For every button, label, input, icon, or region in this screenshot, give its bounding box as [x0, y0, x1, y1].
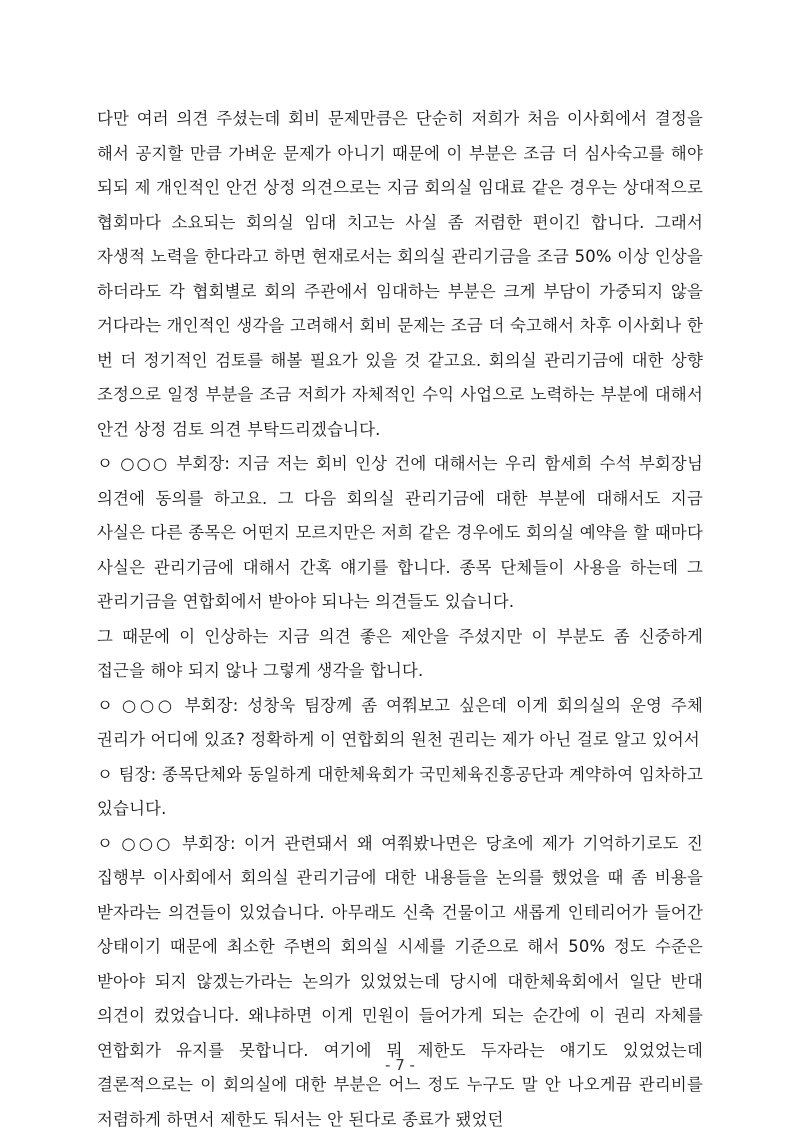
document-body — [97, 102, 703, 1137]
page-number: - 7 - — [0, 1056, 800, 1074]
paragraph-2: ㅇ ○○○ 부회장: 지금 저는 회비 인상 건에 대해서는 우리 함세희 수석 부회장님 의견에 동의를 하고요. 그 다음 회의실 관리기금에 대한 부분에 대해서도 지금 사실은 다른 종목은 어떤지 모르지만은 저희 같은 경우에도 회의실 예약을 할 때마다 사실은 관리기금에 대해서 간혹 얘기를 합니다. 종목 단체들이 사용을 하는데 그 관리기금을 연합회에서 받아야 되나는 의견들도 있습니다. — [97, 447, 703, 620]
paragraph-4: ㅇ ○○○ 부회장: 성창욱 팀장께 좀 여쭤보고 싶은데 이게 회의실의 운영 주체 권리가 어디에 있죠? 정확하게 이 연합회의 원천 권리는 제가 아닌 걸로 알고 있어서 — [97, 689, 703, 758]
paragraph-1: 다만 여러 의견 주셨는데 회비 문제만큼은 단순히 저희가 처음 이사회에서 결정을 해서 공지할 만큼 가벼운 문제가 아니기 때문에 이 부분은 조금 더 심사숙고를 해야 되되 제 개인적인 안건 상정 의견으로는 지금 회의실 임대료 같은 경우는 상대적으로 협회마다 소요되는 회의실 임대 치고는 사실 좀 저렴한 편이긴 합니다. 그래서 자생적 노력을 한다라고 하면 현재로서는 회의실 관리기금을 조금 50% 이상 인상을 하더라도 각 협회별로 회의 주관에서 임대하는 부분은 크게 부담이 가중되지 않을 거다라는 개인적인 생각을 고려해서 회비 문제는 조금 더 숙고해서 차후 이사회나 한 번 더 정기적인 검토를 해볼 필요가 있을 것 같고요. 회의실 관리기금에 대한 상향 조정으로 일정 부분을 조금 저희가 자체적인 수익 사업으로 노력하는 부분에 대해서 안건 상정 검토 의견 부탁드리겠습니다. — [97, 102, 703, 447]
paragraph-6: ㅇ ○○○ 부회장: 이거 관련돼서 왜 여쭤봤나면은 당초에 제가 기억하기로도 진 집행부 이사회에서 회의실 관리기금에 대한 내용들을 논의를 했었을 때 좀 비용을 받자라는 의견들이 있었습니다. 아무래도 신축 건물이고 새롭게 인테리어가 들어간 상태이기 때문에 최소한 주변의 회의실 시세를 기준으로 해서 50% 정도 수준은 받아야 되지 않겠는가라는 논의가 있었었는데 당시에 대한체육회에서 일단 반대 의견이 컸었습니다. 왜냐하면 이게 민원이 들어가게 되는 순간에 이 권리 자체를 연합회가 유지를 못합니다. 여기에 뭐 제한도 두자라는 얘기도 있었었는데 결론적으로는 이 회의실에 대한 부분은 어느 정도 누구도 말 안 나오게끔 관리비를 저렴하게 하면서 제한도 둬서는 안 된다로 종료가 됐었던 — [97, 827, 703, 1137]
paragraph-3: 그 때문에 이 인상하는 지금 의견 좋은 제안을 주셨지만 이 부분도 좀 신중하게 접근을 해야 되지 않나 그렇게 생각을 합니다. — [97, 620, 703, 689]
paragraph-5: ㅇ 팀장: 종목단체와 동일하게 대한체육회가 국민체육진흥공단과 계약하여 임차하고 있습니다. — [97, 758, 703, 827]
